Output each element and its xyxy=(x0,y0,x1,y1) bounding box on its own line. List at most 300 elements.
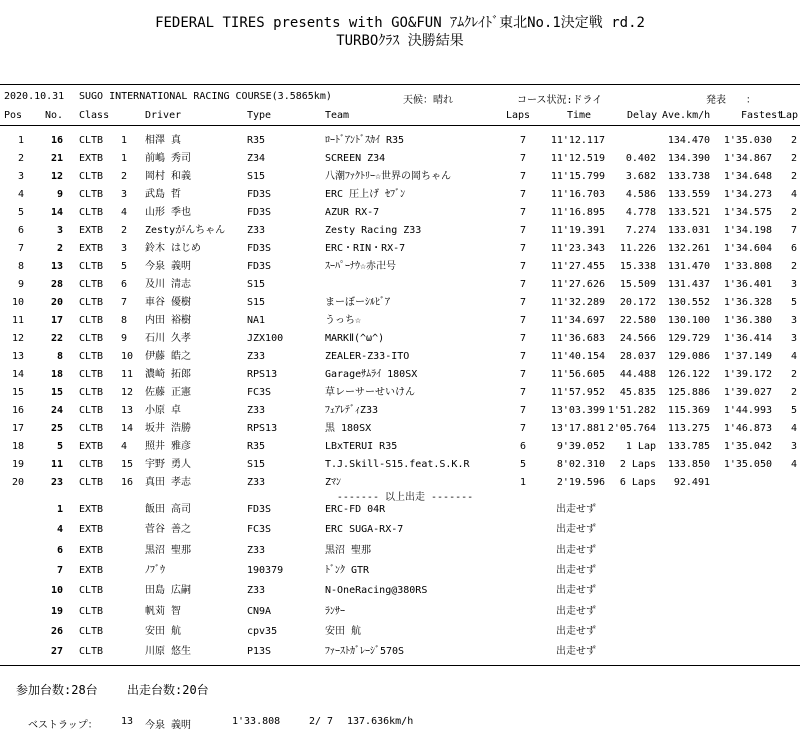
ave-cell: 133.850 xyxy=(667,459,710,470)
driver-cell: 石川 久孝 xyxy=(145,333,192,344)
header-driver: Driver xyxy=(145,110,182,121)
type-cell: Z33 xyxy=(247,351,266,362)
time-cell: 11'27.455 xyxy=(550,261,605,272)
type-cell: R35 xyxy=(247,135,266,146)
team-cell: ﾛｰﾄﾞｱﾝﾄﾞｽｶｲ R35 xyxy=(325,135,405,146)
class-cell: CLTB xyxy=(79,646,104,658)
ave-cell: 134.390 xyxy=(667,153,710,164)
class-pos-cell: 4 xyxy=(121,441,128,452)
delay-cell: 2'05.764 xyxy=(607,423,656,434)
class-pos-cell: 1 xyxy=(121,153,128,164)
team-cell: Zﾏﾝ xyxy=(325,477,342,488)
class-cell: CLTB xyxy=(79,423,104,434)
class-cell: EXTB xyxy=(79,564,104,576)
type-cell: FD3S xyxy=(247,189,272,200)
class-cell: EXTB xyxy=(79,441,104,452)
header-class: Class xyxy=(79,110,110,121)
pos-cell: 9 xyxy=(17,279,24,290)
class-pos-cell: 7 xyxy=(121,297,128,308)
fastest-lap-cell: 7 xyxy=(790,225,797,236)
pos-cell: 10 xyxy=(11,297,24,308)
header-delay: Delay xyxy=(627,110,658,121)
class-pos-cell: 16 xyxy=(121,477,134,488)
delay-cell: 0.402 xyxy=(625,153,656,164)
driver-cell: 岡村 和義 xyxy=(145,171,192,182)
driver-cell: 山形 季也 xyxy=(145,207,192,218)
type-cell: CN9A xyxy=(247,605,272,617)
ave-cell: 133.031 xyxy=(667,225,710,236)
class-pos-cell: 8 xyxy=(121,315,128,326)
time-cell: 11'23.343 xyxy=(550,243,605,254)
class-cell: CLTB xyxy=(79,315,104,326)
class-pos-cell: 13 xyxy=(121,405,134,416)
ave-cell: 129.729 xyxy=(667,333,710,344)
bottom-rule xyxy=(0,665,800,666)
fastest-lap-cell: 2 xyxy=(790,171,797,182)
time-cell: 11'16.703 xyxy=(550,189,605,200)
ave-cell: 133.559 xyxy=(667,189,710,200)
driver-cell: 濃崎 拓郎 xyxy=(145,369,192,380)
table-row xyxy=(0,186,800,204)
type-cell: Z33 xyxy=(247,585,266,597)
type-cell: Z33 xyxy=(247,225,266,236)
laps-cell: 7 xyxy=(519,351,526,362)
header-fastest: Fastest xyxy=(741,110,784,121)
ave-cell: 131.437 xyxy=(667,279,710,290)
table-row xyxy=(0,312,800,330)
team-cell: 安田 航 xyxy=(325,625,362,637)
driver-cell: 黒沼 聖那 xyxy=(145,544,192,556)
fastest-cell: 1'36.414 xyxy=(723,333,772,344)
delay-cell: 7.274 xyxy=(625,225,656,236)
separator: ------- 以上出走 ------- xyxy=(336,492,474,503)
team-cell: Zesty Racing Z33 xyxy=(325,225,422,236)
header-lap: Lap xyxy=(780,110,799,121)
ave-cell: 113.275 xyxy=(667,423,710,434)
time-cell: 2'19.596 xyxy=(556,477,605,488)
delay-cell: 6 Laps xyxy=(619,477,656,488)
fastest-cell: 1'34.575 xyxy=(723,207,772,218)
course-name: SUGO INTERNATIONAL RACING COURSE(3.5865km) xyxy=(79,91,332,102)
fastest-cell: 1'36.401 xyxy=(723,279,772,290)
laps-cell: 1 xyxy=(519,477,526,488)
no-cell: 7 xyxy=(56,564,63,576)
class-pos-cell: 14 xyxy=(121,423,134,434)
pos-cell: 7 xyxy=(17,243,24,254)
fastest-lap-cell: 4 xyxy=(790,423,797,434)
pos-cell: 11 xyxy=(11,315,24,326)
fastest-lap-cell: 6 xyxy=(790,243,797,254)
no-cell: 14 xyxy=(50,207,63,218)
ave-cell: 92.491 xyxy=(673,477,710,488)
class-cell: CLTB xyxy=(79,477,104,488)
class-cell: CLTB xyxy=(79,279,104,290)
fastest-cell: 1'44.993 xyxy=(723,405,772,416)
driver-cell: ﾉﾌﾞｳ xyxy=(145,564,165,576)
status-cell: 出走せず xyxy=(556,605,596,617)
laps-cell: 7 xyxy=(519,171,526,182)
driver-cell: 車谷 優樹 xyxy=(145,297,192,308)
time-cell: 11'36.683 xyxy=(550,333,605,344)
race-subtitle: TURBOｸﾗｽ 決勝結果 xyxy=(336,33,464,49)
ave-cell: 134.470 xyxy=(667,135,710,146)
team-cell: ｽｰﾊﾟｰﾅｳ☆赤卍号 xyxy=(325,261,397,272)
team-cell: 黒沼 聖那 xyxy=(325,544,372,556)
laps-cell: 7 xyxy=(519,387,526,398)
ave-cell: 133.738 xyxy=(667,171,710,182)
class-cell: CLTB xyxy=(79,351,104,362)
time-cell: 11'15.799 xyxy=(550,171,605,182)
top-rule xyxy=(0,84,800,85)
driver-cell: 真田 孝志 xyxy=(145,477,192,488)
no-cell: 17 xyxy=(50,315,63,326)
type-cell: FC3S xyxy=(247,387,272,398)
type-cell: Z33 xyxy=(247,477,266,488)
pos-cell: 4 xyxy=(17,189,24,200)
driver-cell: Zestyがんちゃん xyxy=(145,225,226,236)
team-cell: ﾌｪｱﾚﾃﾞｨZ33 xyxy=(325,405,379,416)
fastest-lap-cell: 4 xyxy=(790,459,797,470)
laps-cell: 7 xyxy=(519,153,526,164)
race-date: 2020.10.31 xyxy=(4,91,65,102)
team-cell: Garageｻﾑﾗｲ 180SX xyxy=(325,369,418,380)
no-cell: 4 xyxy=(56,524,63,536)
class-pos-cell: 3 xyxy=(121,243,128,254)
type-cell: FD3S xyxy=(247,504,272,515)
type-cell: Z33 xyxy=(247,405,266,416)
laps-cell: 7 xyxy=(519,405,526,416)
ave-cell: 126.122 xyxy=(667,369,710,380)
team-cell: ERC SUGA-RX-7 xyxy=(325,524,404,536)
fastest-cell: 1'37.149 xyxy=(723,351,772,362)
class-pos-cell: 15 xyxy=(121,459,134,470)
best-lap-driver: 今泉 義明 xyxy=(145,720,192,731)
class-pos-cell: 11 xyxy=(121,369,134,380)
time-cell: 11'34.697 xyxy=(550,315,605,326)
delay-cell: 24.566 xyxy=(619,333,656,344)
class-cell: CLTB xyxy=(79,387,104,398)
type-cell: FC3S xyxy=(247,524,272,536)
laps-cell: 5 xyxy=(519,459,526,470)
type-cell: Z33 xyxy=(247,544,266,556)
class-cell: CLTB xyxy=(79,333,104,344)
team-cell: まーぼーｼﾙﾋﾞｱ xyxy=(325,297,390,308)
laps-cell: 7 xyxy=(519,279,526,290)
fastest-lap-cell: 5 xyxy=(790,405,797,416)
header-ave: Ave.km/h xyxy=(662,110,711,121)
pos-cell: 5 xyxy=(17,207,24,218)
class-cell: EXTB xyxy=(79,524,104,536)
class-cell: EXTB xyxy=(79,504,104,515)
type-cell: NA1 xyxy=(247,315,266,326)
fastest-cell: 1'46.873 xyxy=(723,423,772,434)
dns-row xyxy=(0,542,800,560)
type-cell: RPS13 xyxy=(247,369,278,380)
driver-cell: 宇野 勇人 xyxy=(145,459,192,470)
table-row xyxy=(0,222,800,240)
ave-cell: 131.470 xyxy=(667,261,710,272)
status-cell: 出走せず xyxy=(556,585,596,597)
table-row xyxy=(0,384,800,402)
class-pos-cell: 10 xyxy=(121,351,134,362)
time-cell: 11'27.626 xyxy=(550,279,605,290)
driver-cell: 今泉 義明 xyxy=(145,261,192,272)
pos-cell: 6 xyxy=(17,225,24,236)
time-cell: 11'57.952 xyxy=(550,387,605,398)
table-row xyxy=(0,438,800,456)
starters-count: 出走台数:20台 xyxy=(127,683,209,697)
delay-cell: 28.037 xyxy=(619,351,656,362)
team-cell: AZUR RX-7 xyxy=(325,207,380,218)
team-cell: ZEALER-Z33-ITO xyxy=(325,351,410,362)
fastest-cell: 1'35.042 xyxy=(723,441,772,452)
fastest-cell: 1'34.648 xyxy=(723,171,772,182)
time-cell: 11'16.895 xyxy=(550,207,605,218)
time-cell: 13'03.399 xyxy=(550,405,605,416)
no-cell: 28 xyxy=(50,279,63,290)
driver-cell: 鈴木 はじめ xyxy=(145,243,202,254)
type-cell: JZX100 xyxy=(247,333,284,344)
fastest-lap-cell: 3 xyxy=(790,333,797,344)
class-pos-cell: 6 xyxy=(121,279,128,290)
dns-row xyxy=(0,603,800,621)
pos-cell: 13 xyxy=(11,351,24,362)
status-cell: 出走せず xyxy=(556,524,596,536)
fastest-cell: 1'34.604 xyxy=(723,243,772,254)
status-cell: 出走せず xyxy=(556,564,596,576)
team-cell: ﾄﾞﾝｸ GTR xyxy=(325,564,370,576)
class-cell: EXTB xyxy=(79,243,104,254)
time-cell: 13'17.881 xyxy=(550,423,605,434)
team-cell: N-OneRacing@380RS xyxy=(325,585,428,597)
laps-cell: 7 xyxy=(519,261,526,272)
driver-cell: 小原 卓 xyxy=(145,405,182,416)
laps-cell: 6 xyxy=(519,441,526,452)
type-cell: S15 xyxy=(247,459,266,470)
best-lap-lap: 2/ 7 xyxy=(309,716,334,727)
no-cell: 23 xyxy=(50,477,63,488)
type-cell: S15 xyxy=(247,279,266,290)
header-type: Type xyxy=(247,110,272,121)
class-cell: EXTB xyxy=(79,153,104,164)
class-pos-cell: 5 xyxy=(121,261,128,272)
delay-cell: 15.509 xyxy=(619,279,656,290)
best-lap-label: ベストラップ： xyxy=(28,720,98,731)
class-cell: CLTB xyxy=(79,171,104,182)
no-cell: 13 xyxy=(50,261,63,272)
no-cell: 15 xyxy=(50,387,63,398)
no-cell: 1 xyxy=(56,504,63,515)
team-cell: うっち☆ xyxy=(325,315,362,326)
driver-cell: 及川 清志 xyxy=(145,279,192,290)
header-laps: Laps xyxy=(506,110,531,121)
fastest-lap-cell: 2 xyxy=(790,387,797,398)
team-cell: ERC-FD 04R xyxy=(325,504,386,515)
driver-cell: 坂井 浩勝 xyxy=(145,423,192,434)
best-lap-time: 1'33.808 xyxy=(232,716,281,727)
fastest-cell: 1'35.030 xyxy=(723,135,772,146)
status-cell: 出走せず xyxy=(556,646,596,658)
pos-cell: 12 xyxy=(11,333,24,344)
time-cell: 9'39.052 xyxy=(556,441,605,452)
no-cell: 27 xyxy=(50,646,63,658)
class-cell: CLTB xyxy=(79,189,104,200)
class-cell: CLTB xyxy=(79,297,104,308)
class-cell: CLTB xyxy=(79,369,104,380)
delay-cell: 11.226 xyxy=(619,243,656,254)
driver-cell: 伊藤 皓之 xyxy=(145,351,192,362)
table-row xyxy=(0,204,800,222)
driver-cell: 武島 哲 xyxy=(145,189,182,200)
pos-cell: 16 xyxy=(11,405,24,416)
ave-cell: 132.261 xyxy=(667,243,710,254)
type-cell: S15 xyxy=(247,297,266,308)
no-cell: 2 xyxy=(56,243,63,254)
fastest-lap-cell: 2 xyxy=(790,369,797,380)
pos-cell: 20 xyxy=(11,477,24,488)
class-cell: EXTB xyxy=(79,225,104,236)
time-cell: 11'32.289 xyxy=(550,297,605,308)
pos-cell: 19 xyxy=(11,459,24,470)
delay-cell: 22.580 xyxy=(619,315,656,326)
fastest-lap-cell: 4 xyxy=(790,189,797,200)
type-cell: P13S xyxy=(247,646,272,658)
driver-cell: 安田 航 xyxy=(145,625,182,637)
team-cell: ﾗﾝｻｰ xyxy=(325,605,345,617)
ave-cell: 133.521 xyxy=(667,207,710,218)
best-lap-no: 13 xyxy=(121,716,134,727)
delay-cell: 1'51.282 xyxy=(607,405,656,416)
class-pos-cell: 2 xyxy=(121,171,128,182)
table-row xyxy=(0,330,800,348)
fastest-lap-cell: 3 xyxy=(790,441,797,452)
no-cell: 9 xyxy=(56,189,63,200)
table-row xyxy=(0,258,800,276)
pos-cell: 15 xyxy=(11,387,24,398)
delay-cell: 45.835 xyxy=(619,387,656,398)
team-cell: 八潮ﾌｧｸﾄﾘｰ☆世界の岡ちゃん xyxy=(325,171,452,182)
best-lap-speed: 137.636km/h xyxy=(347,716,414,727)
class-cell: CLTB xyxy=(79,405,104,416)
driver-cell: 菅谷 善之 xyxy=(145,524,192,536)
course-condition: コース状況:ドライ xyxy=(517,95,603,106)
class-cell: CLTB xyxy=(79,261,104,272)
header-time: Time xyxy=(567,110,592,121)
no-cell: 12 xyxy=(50,171,63,182)
pos-cell: 14 xyxy=(11,369,24,380)
table-row xyxy=(0,168,800,186)
race-title: FEDERAL TIRES presents with GO&FUN ｱﾑｸﾚｲﾄﾞ東北No.1決定戦 rd.2 xyxy=(155,15,645,31)
fastest-cell: 1'34.867 xyxy=(723,153,772,164)
pos-cell: 18 xyxy=(11,441,24,452)
fastest-cell: 1'36.380 xyxy=(723,315,772,326)
type-cell: FD3S xyxy=(247,261,272,272)
table-row xyxy=(0,402,800,420)
team-cell: LBxTERUI R35 xyxy=(325,441,398,452)
team-cell: MARKⅡ(^ω^) xyxy=(325,333,385,344)
laps-cell: 7 xyxy=(519,369,526,380)
team-cell: 草レーサーせいけん xyxy=(325,387,415,398)
driver-cell: 照井 雅彦 xyxy=(145,441,192,452)
team-cell: ﾌｧｰｽﾄｶﾞﾚｰｼﾞ570S xyxy=(325,646,405,658)
driver-cell: 内田 裕樹 xyxy=(145,315,192,326)
delay-cell: 4.778 xyxy=(625,207,656,218)
laps-cell: 7 xyxy=(519,423,526,434)
delay-cell: 15.338 xyxy=(619,261,656,272)
fastest-cell: 1'34.198 xyxy=(723,225,772,236)
table-row xyxy=(0,276,800,294)
no-cell: 26 xyxy=(50,625,63,637)
dns-row xyxy=(0,582,800,600)
fastest-lap-cell: 2 xyxy=(790,207,797,218)
class-cell: CLTB xyxy=(79,207,104,218)
header-team: Team xyxy=(325,110,350,121)
fastest-cell: 1'39.172 xyxy=(723,369,772,380)
pos-cell: 1 xyxy=(17,135,24,146)
delay-cell: 2 Laps xyxy=(619,459,656,470)
header-rule xyxy=(0,125,800,126)
team-cell: ERC 圧上げ ｾﾌﾞﾝ xyxy=(325,189,406,200)
driver-cell: 川原 悠生 xyxy=(145,646,192,658)
class-pos-cell: 1 xyxy=(121,135,128,146)
status-cell: 出走せず xyxy=(556,544,596,556)
fastest-lap-cell: 3 xyxy=(790,315,797,326)
table-row xyxy=(0,240,800,258)
table-row xyxy=(0,366,800,384)
class-pos-cell: 9 xyxy=(121,333,128,344)
fastest-lap-cell: 2 xyxy=(790,153,797,164)
class-cell: EXTB xyxy=(79,544,104,556)
fastest-lap-cell: 2 xyxy=(790,135,797,146)
driver-cell: 帆苅 智 xyxy=(145,605,182,617)
laps-cell: 7 xyxy=(519,315,526,326)
no-cell: 6 xyxy=(56,544,63,556)
class-cell: CLTB xyxy=(79,135,104,146)
laps-cell: 7 xyxy=(519,333,526,344)
ave-cell: 125.886 xyxy=(667,387,710,398)
type-cell: S15 xyxy=(247,171,266,182)
table-row xyxy=(0,294,800,312)
table-row xyxy=(0,132,800,150)
fastest-lap-cell: 3 xyxy=(790,279,797,290)
team-cell: SCREEN Z34 xyxy=(325,153,386,164)
weather: 天候：晴れ xyxy=(403,95,453,106)
fastest-cell: 1'33.808 xyxy=(723,261,772,272)
time-cell: 11'12.117 xyxy=(550,135,605,146)
team-cell: T.J.Skill-S15.feat.S.K.R xyxy=(325,459,470,470)
table-row xyxy=(0,348,800,366)
delay-cell: 1 Lap xyxy=(625,441,656,452)
time-cell: 11'40.154 xyxy=(550,351,605,362)
header-no: No. xyxy=(45,110,64,121)
delay-cell: 3.682 xyxy=(625,171,656,182)
class-cell: CLTB xyxy=(79,625,104,637)
team-cell: ERC・RIN・RX-7 xyxy=(325,243,406,254)
driver-cell: 相澤 真 xyxy=(145,135,182,146)
no-cell: 11 xyxy=(50,459,63,470)
no-cell: 18 xyxy=(50,369,63,380)
dns-row xyxy=(0,562,800,580)
laps-cell: 7 xyxy=(519,189,526,200)
class-cell: CLTB xyxy=(79,585,104,597)
fastest-lap-cell: 2 xyxy=(790,261,797,272)
class-cell: CLTB xyxy=(79,605,104,617)
laps-cell: 7 xyxy=(519,297,526,308)
table-row xyxy=(0,150,800,168)
time-cell: 11'56.605 xyxy=(550,369,605,380)
announce-time: 発表 ： xyxy=(706,95,756,106)
type-cell: 190379 xyxy=(247,564,284,576)
